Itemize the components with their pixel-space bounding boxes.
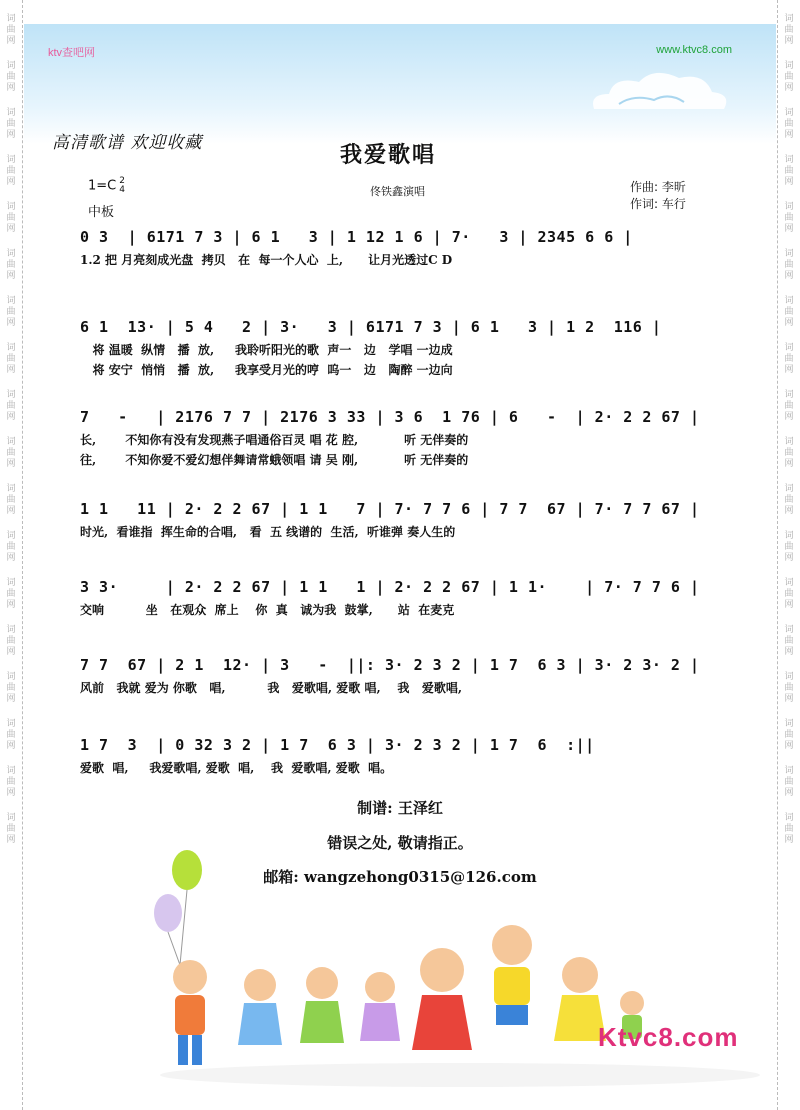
- margin-char: 词: [6, 437, 16, 447]
- margin-watermark: [784, 578, 793, 611]
- margin-watermark: [784, 719, 793, 752]
- margin-char: 词: [784, 437, 794, 447]
- margin-char: 词: [6, 249, 16, 259]
- margin-char: 词: [784, 61, 794, 71]
- margin-watermark: [6, 202, 15, 235]
- margin-char: 网: [6, 835, 16, 845]
- margin-char: 曲: [6, 72, 16, 82]
- margin-watermark: [784, 531, 793, 564]
- key-signature: [88, 177, 125, 195]
- margin-char: 词: [6, 390, 16, 400]
- margin-char: 曲: [6, 777, 16, 787]
- lyric-line: 将 温暖 纵情 播 放, 我聆听阳光的歌 声一 边 学唱 一边成: [80, 343, 453, 357]
- margin-char: 词: [784, 578, 794, 588]
- margin-watermark: [6, 766, 15, 799]
- margin-char: 词: [6, 719, 16, 729]
- cloud-icon: [584, 64, 734, 124]
- margin-char: 曲: [784, 166, 794, 176]
- margin-watermark: [784, 390, 793, 423]
- lyric-line: 时光, 看谁指 挥生命的合唱, 看 五 线谱的 生活, 听谁弹 奏人生的: [80, 525, 456, 539]
- margin-char: 曲: [6, 589, 16, 599]
- margin-char: 网: [784, 647, 794, 657]
- margin-watermark: [784, 108, 793, 141]
- margin-char: 曲: [784, 448, 794, 458]
- margin-char: 网: [6, 600, 16, 610]
- margin-char: 网: [784, 506, 794, 516]
- margin-char: 曲: [6, 307, 16, 317]
- margin-char: 曲: [784, 542, 794, 552]
- margin-char: 网: [784, 130, 794, 140]
- margin-char: 词: [784, 343, 794, 353]
- margin-char: 曲: [6, 260, 16, 270]
- margin-char: 词: [6, 578, 16, 588]
- margin-char: 词: [784, 719, 794, 729]
- lyric-line: 往, 不知你爱不爱幻想伴舞请常蛾领唱 请 吴 刚, 听 无伴奏的: [80, 453, 469, 467]
- notes-line: 7 - | 2176 7 7 | 2176 3 33 | 3 6 1 76 | 6 - | 2· 2 2 67 |: [80, 408, 700, 426]
- margin-char: 曲: [6, 25, 16, 35]
- margin-char: 曲: [6, 448, 16, 458]
- lyric-line: 长, 不知你有没有发现燕子唱通俗百灵 唱 花 腔, 听 无伴奏的: [80, 433, 469, 447]
- margin-char: 网: [6, 83, 16, 93]
- margin-char: 网: [784, 459, 794, 469]
- margin-char: 词: [784, 531, 794, 541]
- margin-watermark: [784, 249, 793, 282]
- right-margin-strip: [777, 0, 800, 1110]
- song-title: 我爱歌唱: [340, 142, 437, 168]
- margin-watermark: [784, 484, 793, 517]
- margin-char: 曲: [6, 636, 16, 646]
- margin-char: 网: [6, 506, 16, 516]
- margin-char: 曲: [6, 119, 16, 129]
- arranger-credit: 制谱: 王泽红: [357, 799, 443, 817]
- score-system-3: [80, 405, 740, 470]
- lyric-line: 1.2 把 月亮刻成光盘 拷贝 在 每一个人心 上, 让月光透过C D: [80, 253, 453, 267]
- margin-char: 词: [6, 61, 16, 71]
- margin-char: 网: [6, 694, 16, 704]
- margin-char: 网: [6, 365, 16, 375]
- margin-watermark: [6, 390, 15, 423]
- margin-watermark: [6, 578, 15, 611]
- margin-char: 曲: [784, 777, 794, 787]
- lyric-line: 交响 坐 在观众 席上 你 真 诚为我 鼓掌, 站 在麦克: [80, 603, 455, 617]
- margin-watermark: [6, 672, 15, 705]
- margin-char: 网: [6, 788, 16, 798]
- margin-char: 曲: [784, 354, 794, 364]
- children-figures-icon: [173, 925, 644, 1065]
- errata-note: 错误之处, 敬请指正。: [327, 834, 473, 852]
- margin-watermark: [6, 625, 15, 658]
- margin-char: 曲: [6, 730, 16, 740]
- margin-char: 网: [784, 224, 794, 234]
- margin-char: 曲: [784, 260, 794, 270]
- balloon-icon: [154, 850, 202, 965]
- time-top: 2: [119, 176, 125, 186]
- margin-char: 词: [6, 625, 16, 635]
- margin-char: 词: [6, 155, 16, 165]
- watermark-logo: Ktvc8.com: [598, 1022, 739, 1052]
- margin-char: 词: [784, 672, 794, 682]
- margin-char: 曲: [6, 495, 16, 505]
- brand-left[interactable]: ktv查吧网: [48, 47, 96, 59]
- margin-watermark: [784, 296, 793, 329]
- margin-char: 词: [6, 813, 16, 823]
- margin-char: 曲: [784, 25, 794, 35]
- notes-line: 6 1 13· | 5 4 2 | 3· 3 | 6171 7 3 | 6 1 3 | 1 2 116 |: [80, 318, 662, 336]
- margin-char: 网: [784, 318, 794, 328]
- margin-char: 曲: [784, 730, 794, 740]
- margin-char: 网: [6, 647, 16, 657]
- margin-char: 网: [6, 271, 16, 281]
- margin-char: 曲: [6, 824, 16, 834]
- margin-char: 网: [6, 412, 16, 422]
- margin-char: 网: [784, 271, 794, 281]
- slogan: 高清歌谱 欢迎收藏: [52, 133, 203, 153]
- margin-char: 网: [784, 177, 794, 187]
- margin-char: 网: [6, 318, 16, 328]
- margin-char: 曲: [784, 401, 794, 411]
- margin-char: 曲: [6, 683, 16, 693]
- margin-char: 词: [6, 531, 16, 541]
- margin-char: 词: [784, 390, 794, 400]
- margin-char: 词: [6, 296, 16, 306]
- margin-watermark: [6, 719, 15, 752]
- margin-char: 曲: [6, 354, 16, 364]
- margin-char: 网: [6, 224, 16, 234]
- margin-char: 曲: [6, 401, 16, 411]
- time-bottom: 4: [119, 185, 125, 195]
- margin-char: 曲: [6, 166, 16, 176]
- score-system-1: [80, 225, 740, 270]
- margin-watermark: [784, 202, 793, 235]
- margin-char: 词: [784, 108, 794, 118]
- margin-watermark: [6, 437, 15, 470]
- margin-char: 曲: [784, 636, 794, 646]
- margin-watermark: [784, 625, 793, 658]
- lyricist: 作词: 车行: [630, 197, 686, 211]
- margin-char: 网: [6, 741, 16, 751]
- margin-char: 曲: [784, 72, 794, 82]
- notes-line: 1 7 3 | 0 32 3 2 | 1 7 6 3 | 3· 2 3 2 | 1 7 6 :||: [80, 736, 595, 754]
- margin-char: 网: [784, 600, 794, 610]
- margin-watermark: [6, 14, 15, 47]
- score-system-7: [80, 733, 740, 778]
- margin-watermark: [784, 14, 793, 47]
- margin-char: 词: [784, 202, 794, 212]
- margin-watermark: [784, 672, 793, 705]
- margin-char: 词: [784, 484, 794, 494]
- margin-char: 曲: [784, 824, 794, 834]
- margin-char: 词: [784, 766, 794, 776]
- margin-char: 词: [784, 296, 794, 306]
- notes-line: 1 1 11 | 2· 2 2 67 | 1 1 7 | 7· 7 7 6 | 7 7 67 | 7· 7 7 67 |: [80, 500, 700, 518]
- margin-char: 网: [784, 741, 794, 751]
- margin-char: 网: [784, 694, 794, 704]
- margin-char: 曲: [784, 589, 794, 599]
- margin-char: 网: [6, 36, 16, 46]
- header-banner: [24, 24, 776, 144]
- score-system-5: [80, 575, 740, 620]
- margin-watermark: [6, 484, 15, 517]
- margin-char: 词: [784, 155, 794, 165]
- margin-char: 曲: [784, 119, 794, 129]
- brand-right-url[interactable]: www.ktvc8.com: [656, 44, 732, 56]
- margin-char: 网: [784, 83, 794, 93]
- key-label: 1=C: [88, 178, 117, 194]
- margin-watermark: [6, 531, 15, 564]
- margin-char: 词: [6, 14, 16, 24]
- margin-char: 曲: [784, 213, 794, 223]
- notes-line: 0 3 | 6171 7 3 | 6 1 3 | 1 12 1 6 | 7· 3 | 2345 6 6 |: [80, 228, 633, 246]
- margin-char: 网: [784, 365, 794, 375]
- margin-char: 曲: [784, 307, 794, 317]
- margin-char: 网: [784, 835, 794, 845]
- margin-watermark: [6, 249, 15, 282]
- notes-line: 3 3· | 2· 2 2 67 | 1 1 1 | 2· 2 2 67 | 1 1· | 7· 7 7 6 |: [80, 578, 700, 596]
- score-system-2: [80, 315, 740, 380]
- margin-watermark: [784, 61, 793, 94]
- email-contact[interactable]: 邮箱: wangzehong0315@126.com: [263, 868, 537, 886]
- margin-char: 曲: [6, 213, 16, 223]
- margin-watermark: [784, 343, 793, 376]
- tempo-marking: 中板: [88, 205, 115, 220]
- time-signature: [119, 177, 125, 195]
- margin-char: 词: [784, 249, 794, 259]
- margin-char: 词: [784, 625, 794, 635]
- margin-watermark: [784, 437, 793, 470]
- margin-char: 网: [6, 553, 16, 563]
- score-system-6: [80, 653, 740, 698]
- margin-char: 词: [784, 813, 794, 823]
- margin-char: 网: [6, 459, 16, 469]
- notes-line: 7 7 67 | 2 1 12· | 3 - ||: 3· 2 3 2 | 1 7 6 3 | 3· 2 3· 2 |: [80, 656, 700, 674]
- margin-char: 词: [6, 108, 16, 118]
- margin-char: 词: [784, 14, 794, 24]
- margin-char: 网: [6, 130, 16, 140]
- margin-watermark: [784, 766, 793, 799]
- composer: 作曲: 李昕: [630, 180, 686, 194]
- margin-watermark: [6, 343, 15, 376]
- lyric-line: 将 安宁 悄悄 播 放, 我享受月光的哼 呜一 边 陶醉 一边向: [80, 363, 453, 377]
- margin-char: 词: [6, 484, 16, 494]
- margin-char: 曲: [6, 542, 16, 552]
- score-system-4: [80, 497, 740, 542]
- lyric-line: 风前 我就 爱为 你歌 唱, 我 爱歌唱, 爱歌 唱, 我 爱歌唱,: [80, 681, 463, 695]
- performer: 佟铁鑫演唱: [370, 185, 425, 198]
- left-margin-strip: [0, 0, 23, 1110]
- margin-char: 词: [6, 343, 16, 353]
- margin-char: 网: [784, 412, 794, 422]
- margin-char: 词: [6, 202, 16, 212]
- margin-watermark: [784, 155, 793, 188]
- margin-char: 词: [6, 672, 16, 682]
- margin-char: 曲: [784, 495, 794, 505]
- margin-char: 网: [784, 553, 794, 563]
- margin-char: 曲: [784, 683, 794, 693]
- margin-char: 网: [784, 788, 794, 798]
- margin-char: 词: [6, 766, 16, 776]
- lyric-line: 爱歌 唱, 我爱歌唱, 爱歌 唱, 我 爱歌唱, 爱歌 唱。: [80, 761, 393, 775]
- margin-watermark: [6, 155, 15, 188]
- margin-watermark: [6, 296, 15, 329]
- margin-char: 网: [6, 177, 16, 187]
- children-illustration: [140, 845, 780, 1095]
- margin-watermark: [6, 108, 15, 141]
- margin-watermark: [6, 61, 15, 94]
- margin-char: 网: [784, 36, 794, 46]
